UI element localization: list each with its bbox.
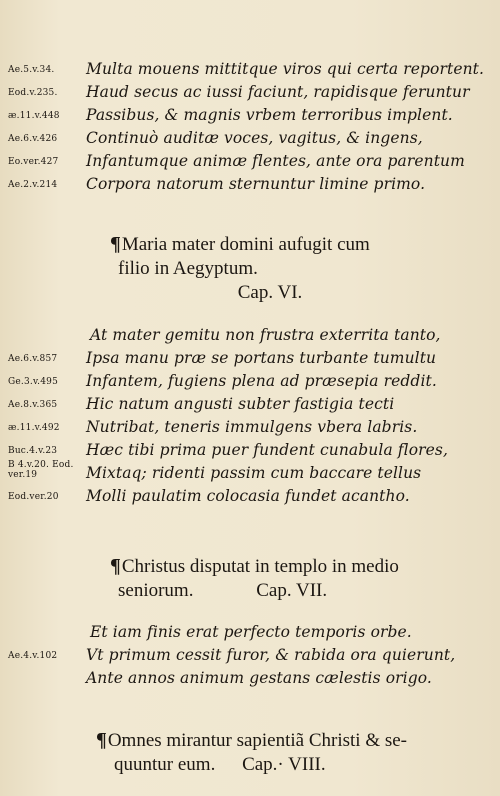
verse-text: Nutribat, teneris immulgens vbera labris.: [86, 418, 418, 436]
verse-reference: [8, 460, 78, 480]
verse-reference-text: B 4.v.20. Eod. ver.19: [8, 460, 74, 480]
verse-text: Corpora natorum sternuntur limine primo.: [86, 175, 426, 193]
verse-reference: Eo.ver.427: [8, 157, 59, 167]
heading-line-2: filio in Aegyptum.: [118, 258, 258, 279]
verse-line: [0, 621, 500, 644]
verse-reference: Ae.6.v.426: [8, 134, 58, 144]
verse-line: [0, 485, 500, 508]
verse-line: [0, 81, 500, 104]
verse-line: [0, 416, 500, 439]
verse-line: [0, 324, 500, 347]
verse-line: [0, 173, 500, 196]
verse-text: Haud secus ac iussi faciunt, rapidisque feruntur: [86, 83, 470, 101]
heading-line-2: seniorum.: [118, 580, 194, 601]
verse-text: Hæc tibi prima puer fundent cunabula flores,: [86, 441, 448, 459]
verse-line: [0, 370, 500, 393]
chapter-number: Cap. VI.: [237, 282, 303, 303]
verse-reference: Buc.4.v.23: [8, 446, 58, 456]
verse-reference: Eod.v.235.: [8, 88, 58, 98]
verse-reference: Ae.4.v.102: [8, 651, 58, 661]
verse-text: Vt primum cessit furor, & rabida ora quierunt,: [86, 646, 456, 664]
verse-text: Infantumque animæ flentes, ante ora parentum: [86, 152, 465, 170]
verse-text: Ante annos animum gestans cælestis origo.: [86, 669, 432, 687]
verse-reference: æ.11.v.492: [8, 423, 60, 433]
verse-line: [0, 667, 500, 690]
verse-line: [0, 104, 500, 127]
chapter-number: Cap. VII.: [256, 580, 328, 601]
verse-line: [0, 58, 500, 81]
verse-line: [0, 644, 500, 667]
verse-text: At mater gemitu non frustra exterrita tanto,: [90, 326, 441, 344]
verse-reference: Ge.3.v.495: [8, 377, 59, 387]
verse-line: [0, 347, 500, 370]
verse-text: Multa mouens mittitque viros qui certa reportent.: [86, 60, 485, 78]
chapter-heading-8: [96, 728, 496, 777]
pilcrow-mark: ¶: [110, 233, 121, 255]
heading-line-1: Christus disputat in templo in medio: [121, 556, 399, 577]
verse-text: Continuò auditæ voces, vagitus, & ingens,: [86, 129, 423, 147]
verse-text: Passibus, & magnis vrbem terroribus implent.: [86, 106, 453, 124]
verse-line: [0, 439, 500, 462]
heading-line-1: Maria mater domini aufugit cum: [121, 234, 370, 255]
verse-line: [0, 462, 500, 485]
verse-text: Mixtaq; ridenti passim cum baccare tellus: [86, 464, 422, 482]
chapter-heading-6: [110, 232, 490, 305]
heading-line-2: quuntur eum.: [114, 754, 216, 775]
pilcrow-mark: ¶: [96, 729, 107, 751]
verse-block-2: [0, 324, 500, 508]
verse-line: [0, 127, 500, 150]
verse-text: Hic natum angusti subter fastigia tecti: [86, 395, 395, 413]
verse-reference: Ae.8.v.365: [8, 400, 58, 410]
verse-text: Ipsa manu præ se portans turbante tumultu: [86, 349, 437, 367]
verse-reference: Ae.6.v.857: [8, 354, 58, 364]
verse-reference: Ae.2.v.214: [8, 180, 58, 190]
verse-reference: Ae.5.v.34.: [8, 65, 55, 75]
chapter-number: Cap.· VIII.: [242, 754, 326, 775]
verse-line: [0, 150, 500, 173]
heading-line-1: Omnes mirantur sapientiã Christi & se-: [107, 730, 408, 751]
verse-line: [0, 393, 500, 416]
verse-text: Infantem, fugiens plena ad præsepia reddit.: [86, 372, 437, 390]
pilcrow-mark: ¶: [110, 555, 121, 577]
verse-block-3: [0, 621, 500, 690]
verse-text: Molli paulatim colocasia fundet acantho.: [86, 487, 410, 505]
verse-reference: æ.11.v.448: [8, 111, 60, 121]
chapter-heading-7: [110, 554, 490, 603]
verse-block-1: [0, 58, 500, 196]
verse-reference: Eod.ver.20: [8, 492, 59, 502]
verse-text: Et iam finis erat perfecto temporis orbe.: [90, 623, 412, 641]
